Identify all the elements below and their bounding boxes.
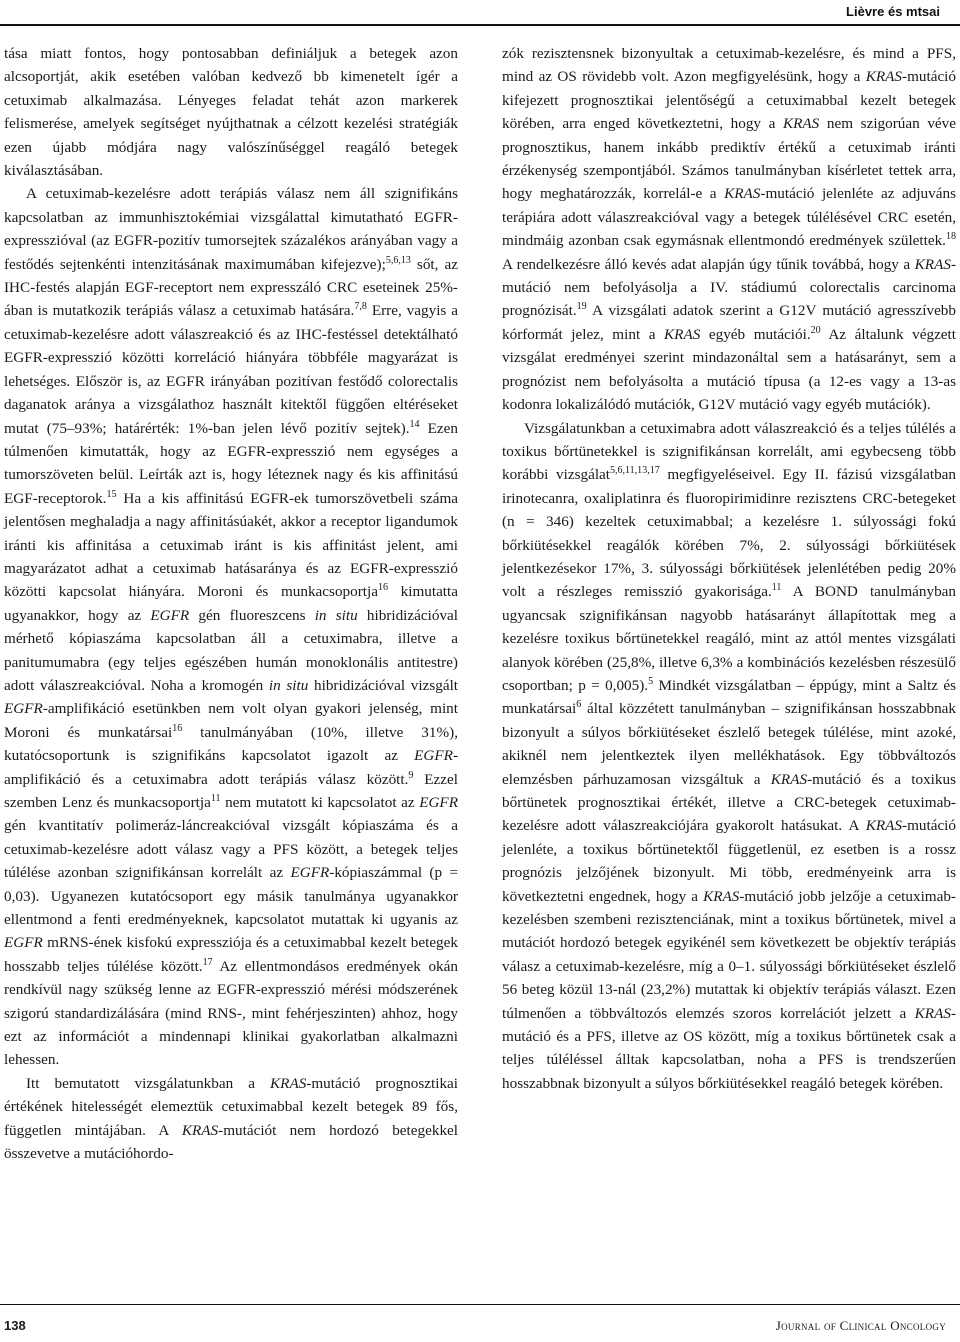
running-title: Lièvre és mtsai: [846, 4, 940, 19]
text-run: tása miatt fontos, hogy pontosabban definiáljuk a betegek azon alcsoportját, akik esetében valóban kedvező bb kimenetelt ígér a cetuximab alkalmazása. Lényeges feladat tehát azon markerek felismerése, amelyek segítséget nyújthatnak a célzott kezelési stratégiák ezen újabb módjára nagy valószínűséggel reagáló betegek kiválasztásában.: [4, 45, 458, 180]
text-run: -mutáció jelenléte, a toxikus bőrtünetektől függetlenül, ez esetben is a rossz prognózis jelzőjének bizonyult. Mi több, eredményeink arra is következtetni engednek, hogy a: [502, 817, 956, 905]
italic-term: EGFR: [4, 700, 43, 718]
citation-ref: 17: [202, 956, 213, 968]
citation-ref: 11: [771, 582, 782, 594]
italic-term: KRAS: [914, 1004, 951, 1022]
italic-term: EGFR: [290, 864, 330, 882]
text-run: zók rezisztensnek bizonyultak a cetuximab-kezelésre, és mind a PFS, mind az OS rövidebb volt. Azon megfigyelésünk, hogy a: [502, 45, 956, 86]
italic-term: KRAS: [664, 325, 701, 343]
text-run: Ha a kis affinitású EGFR-ek tumorszövetbeli száma jelentősen meghaladja a nagy affinitásúakét, akkor a receptor ligandumok iránti kis affinitása a cetuximab iránt is kis affinitást jelent, ami magyarázatot adhat a cetuximab hatásaránya és az EGFR-expresszió közötti kapcsolat hiányára. Moroni és munkacsoportja: [4, 489, 458, 601]
text-run: Mindkét vizsgálatban – éppúgy, mint a Saltz és munkatársai: [502, 676, 956, 718]
text-run: hibridizációval vizsgált: [308, 676, 459, 694]
text-run: Az általunk végzett vizsgálat eredményei szerint mindazonáltal sem a hatásarányt, sem a prognózist nem befolyásolta a mutáció típusa (a 12-es vagy a 13-as kodonra lokalizálódó mutációk, G12V mutáció vagy egyéb mutációk).: [502, 325, 956, 414]
citation-ref: 18: [945, 231, 956, 243]
paragraph: [502, 417, 956, 1096]
footer-rule: [0, 1304, 960, 1305]
text-run: Itt bemutatott vizsgálatunkban a: [26, 1074, 271, 1092]
header-rule: [0, 24, 960, 26]
citation-ref: 9: [408, 769, 414, 781]
italic-term: KRAS: [783, 115, 820, 133]
text-run: -kópiaszámmal (p = 0,03). Ugyanezen kutatócsoport egy másik tanulmánya ugyanakkor ellentmond a fenti eredményeknek, kapcsolatot mutattak ki ugyanis az: [4, 864, 459, 929]
italic-term: KRAS: [865, 68, 903, 86]
text-run: A vizsgálati adatok szerint a G12V mutáció agresszívebb kórformát jelez, mint a: [502, 302, 956, 343]
text-run: A cetuximab-kezelésre adott terápiás válasz nem áll szignifikáns kapcsolatban az immunhisztokémiai vizsgálattal kimutatható EGFR-expresszióval (az EGFR-pozitív tumorsejtek százalékos arányában vagy a festődés sejtenkénti intenzitásának maximumában kifejezve);: [4, 185, 458, 273]
text-run: nem mutatott ki kapcsolatot az: [220, 794, 420, 811]
citation-ref: 5,6,13: [385, 254, 411, 266]
text-run: sőt, az IHC-festés alapján EGF-receptort nem expresszáló CRC eseteinek 25%-ában is mutatkozik terápiás válasz a cetuximab hatására.: [4, 255, 458, 320]
journal-name: Journal of Clinical Oncology: [775, 1318, 946, 1333]
italic-term: EGFR: [419, 794, 458, 811]
left-column: [4, 42, 458, 1166]
citation-ref: 6: [576, 699, 582, 711]
text-run: tanulmányában (10%, illetve 31%), kutatócsoportunk is szignifikáns kapcsolatot igazolt az: [4, 723, 458, 765]
text-run: -mutáció jelenléte az adjuváns terápiára adott válaszreakcióval vagy a betegek túlélésével CRC esetén, mindmáig azonban csak egymásnak ellentmondó eredmények születtek.: [502, 185, 956, 250]
text-run: A BOND tanulmányban ugyancsak szignifikánsan nagyobb hatásarányt állapítottak meg a kezelésre toxikus bőrtünetekkel reagáló, mint az attól mentes vizsgálati alanyok körében (25,8%, illetve 6,3% a kombinációs kezelésben részesülő csoportban; p = 0,005).: [502, 583, 956, 694]
citation-ref: 11: [210, 792, 221, 804]
text-run: által közzétett tanulmányban – szignifikánsan hosszabbnak bizonyult a súlyos bőrkiütéseket észlelő betegek túlélése, mint azoké, akiknél nem jelentkeztek ilyen mellékhatások. Egy többváltozós elemzésben párhuzamosan vizsgáltuk a: [502, 700, 956, 788]
citation-ref: 19: [576, 301, 587, 313]
text-run: Vizsgálatunkban a cetuximabra adott válaszreakció és a teljes túlélés a toxikus bőrtünetekkel is szignifikánsan korrelált, ami egybecseng több korábbi vizsgálat: [502, 419, 956, 484]
text-run: nem szigorúan véve prognosztikus, hanem inkább prediktív értékű a cetuximab iránti érzékenység szempontjából. Számos tanulmányban kísérletet tettek arra, hogy meghatározzák, korrelál-e a: [502, 115, 956, 203]
text-run: egyéb mutációi.: [700, 325, 811, 343]
italic-term: KRAS: [914, 255, 951, 273]
citation-ref: 16: [172, 722, 183, 734]
text-run: Erre, vagyis a cetuximab-kezelésre adott válaszreakció és az IHC-festéssel detektálható EGFR-expresszió közötti korreláció hiányára többféle magyarázat is lehetséges. Először is, az EGFR irányában pozitívan festődő colorectalis daganatok aránya a vizsgálathoz használt kitektől függően eltéréseket mutat (75–93%; határérték: 1%-ban jelen lévő pozitív sejtek).: [4, 302, 459, 437]
italic-term: KRAS: [770, 770, 808, 788]
italic-term: KRAS: [865, 817, 903, 835]
text-run: -mutációt nem hordozó betegekkel összevetve a mutációhordo-: [4, 1121, 458, 1163]
paragraph: [4, 1072, 458, 1166]
text-run: -amplifikáció esetünkben nem volt olyan gyakori jelenség, mint Moroni és munkatársai: [4, 700, 458, 741]
citation-ref: 14: [409, 418, 420, 430]
italic-term: KRAS: [703, 887, 740, 905]
italic-term: in situ: [314, 606, 358, 624]
italic-term: EGFR: [414, 747, 453, 765]
text-run: -mutáció nem befolyásolja a IV. stádiumú colorectalis carcinoma prognózisát.: [502, 255, 956, 320]
text-run: gén fluoreszcens: [189, 606, 315, 624]
text-run: gén kvantitatív polimeráz-láncreakcióval vizsgált kópiaszáma és a cetuximab-kezelésre adott válasz vagy a PFS között, a betegek teljes túlélése azonban szignifikánsan korrelált az: [4, 817, 458, 882]
italic-term: KRAS: [724, 185, 761, 203]
citation-ref: 20: [810, 324, 821, 336]
italic-term: KRAS: [181, 1121, 219, 1139]
paragraph: [502, 42, 956, 417]
text-run: mRNS-ének kisfokú expressziója és a cetuximabbal kezelt betegek hosszabb teljes túlélése között.: [4, 934, 458, 975]
text-run: hibridizációval mérhető kópiaszáma kapcsolatban áll a cetuximabra, illetve a panitumumabra (egy teljes egészében humán monoklonális antitestre) adott válaszreakcióval. Noha a kromogén: [4, 606, 458, 694]
text-run: -mutáció jobb jelzője a cetuximab-kezelésben szembeni rezisztenciának, mint a toxikus bőrtünetek, mivel a mutációt hordozó betegek egyikénél sem következett be objektív terápiás válasz a cetuximab-kezelésre, míg a 0–1. súlyossági bőrkiütéseket észlelő 56 beteg közül 13-nál (23,2%) mutattak ki objektív terápiás választ. Ezen túlmenően a többváltozós elemzés szoros korrelációt jelzett a: [502, 887, 956, 1022]
right-column: [502, 42, 956, 1095]
text-run: -mutáció prognosztikai értékének hitelességét elemeztük cetuximabbal kezelt betegek 89 fős, független mintájában. A: [4, 1074, 458, 1139]
italic-term: EGFR: [4, 934, 43, 952]
citation-ref: 5: [648, 675, 654, 687]
italic-term: in situ: [268, 676, 309, 694]
text-run: megfigyeléseivel. Egy II. fázisú vizsgálatban irinotecanra, oxaliplatinra és fluoropirimidinre rezisztens CRC-betegeket (n = 346) kezeltek cetuximabbal; a kezelésre 1. súlyossági fokú bőrkiütésekkel reagálók körében 7%, 2. súlyossági bőrkiütések jelentkezésekor 17%, 3. súlyossági bőrkiütések jelenlétében pedig 20% volt a részleges remisszió gyakorisága.: [502, 466, 956, 601]
page-number: 138: [4, 1318, 26, 1333]
citation-ref: 15: [106, 488, 117, 500]
paragraph: [4, 42, 458, 182]
citation-ref: 5,6,11,13,17: [610, 465, 660, 477]
citation-ref: 7,8: [354, 301, 367, 313]
text-run: -mutáció kifejezett prognosztikai jelentőségű a cetuximabbal kezelt betegek körében, arra enged következtetni, hogy a: [502, 68, 956, 133]
text-run: Ezzel szemben Lenz és munkacsoportja: [4, 770, 458, 811]
paragraph: [4, 182, 458, 1071]
text-run: Ezen túlmenően kimutatták, hogy az EGFR-expresszió nem egységes a tumorszöveten belül. Leírták azt is, hogy léteznek nagy és kis affinitású EGF-receptorok.: [4, 419, 459, 507]
text-run: kimutatta ugyanakkor, hogy az: [4, 583, 458, 624]
text-run: Az ellentmondásos eredmények okán rendkívül nagy szükség lenne az EGFR-expresszió mérési módszerének szigorú standardizálására (mind RNS-, mint fehérjeszinten) ahhoz, hogy ezt az információt a mindennapi klinikai gyakorlatban alkalmazni lehessen.: [4, 957, 458, 1069]
text-run: -amplifikáció és a cetuximabra adott terápiás válasz között.: [4, 747, 458, 788]
text-run: -mutáció és a toxikus bőrtünetek prognosztikai értékét, illetve a CRC-betegek cetuximab-kezelésre adott válaszreakciójára gyakorolt hatásukat. A: [502, 770, 956, 835]
italic-term: EGFR: [150, 606, 190, 624]
text-run: A rendelkezésre álló kevés adat alapján úgy tűnik továbbá, hogy a: [502, 255, 915, 273]
citation-ref: 16: [377, 582, 388, 594]
italic-term: KRAS: [270, 1074, 307, 1092]
text-run: -mutáció és a PFS, illetve az OS között, míg a toxikus bőrtünetek csak a teljes túléléssel álltak kapcsolatban, noha a PFS is trendszerűen hosszabbnak bizonyult a súlyos bőrkiütésekkel reagáló betegek körében.: [502, 1004, 956, 1092]
